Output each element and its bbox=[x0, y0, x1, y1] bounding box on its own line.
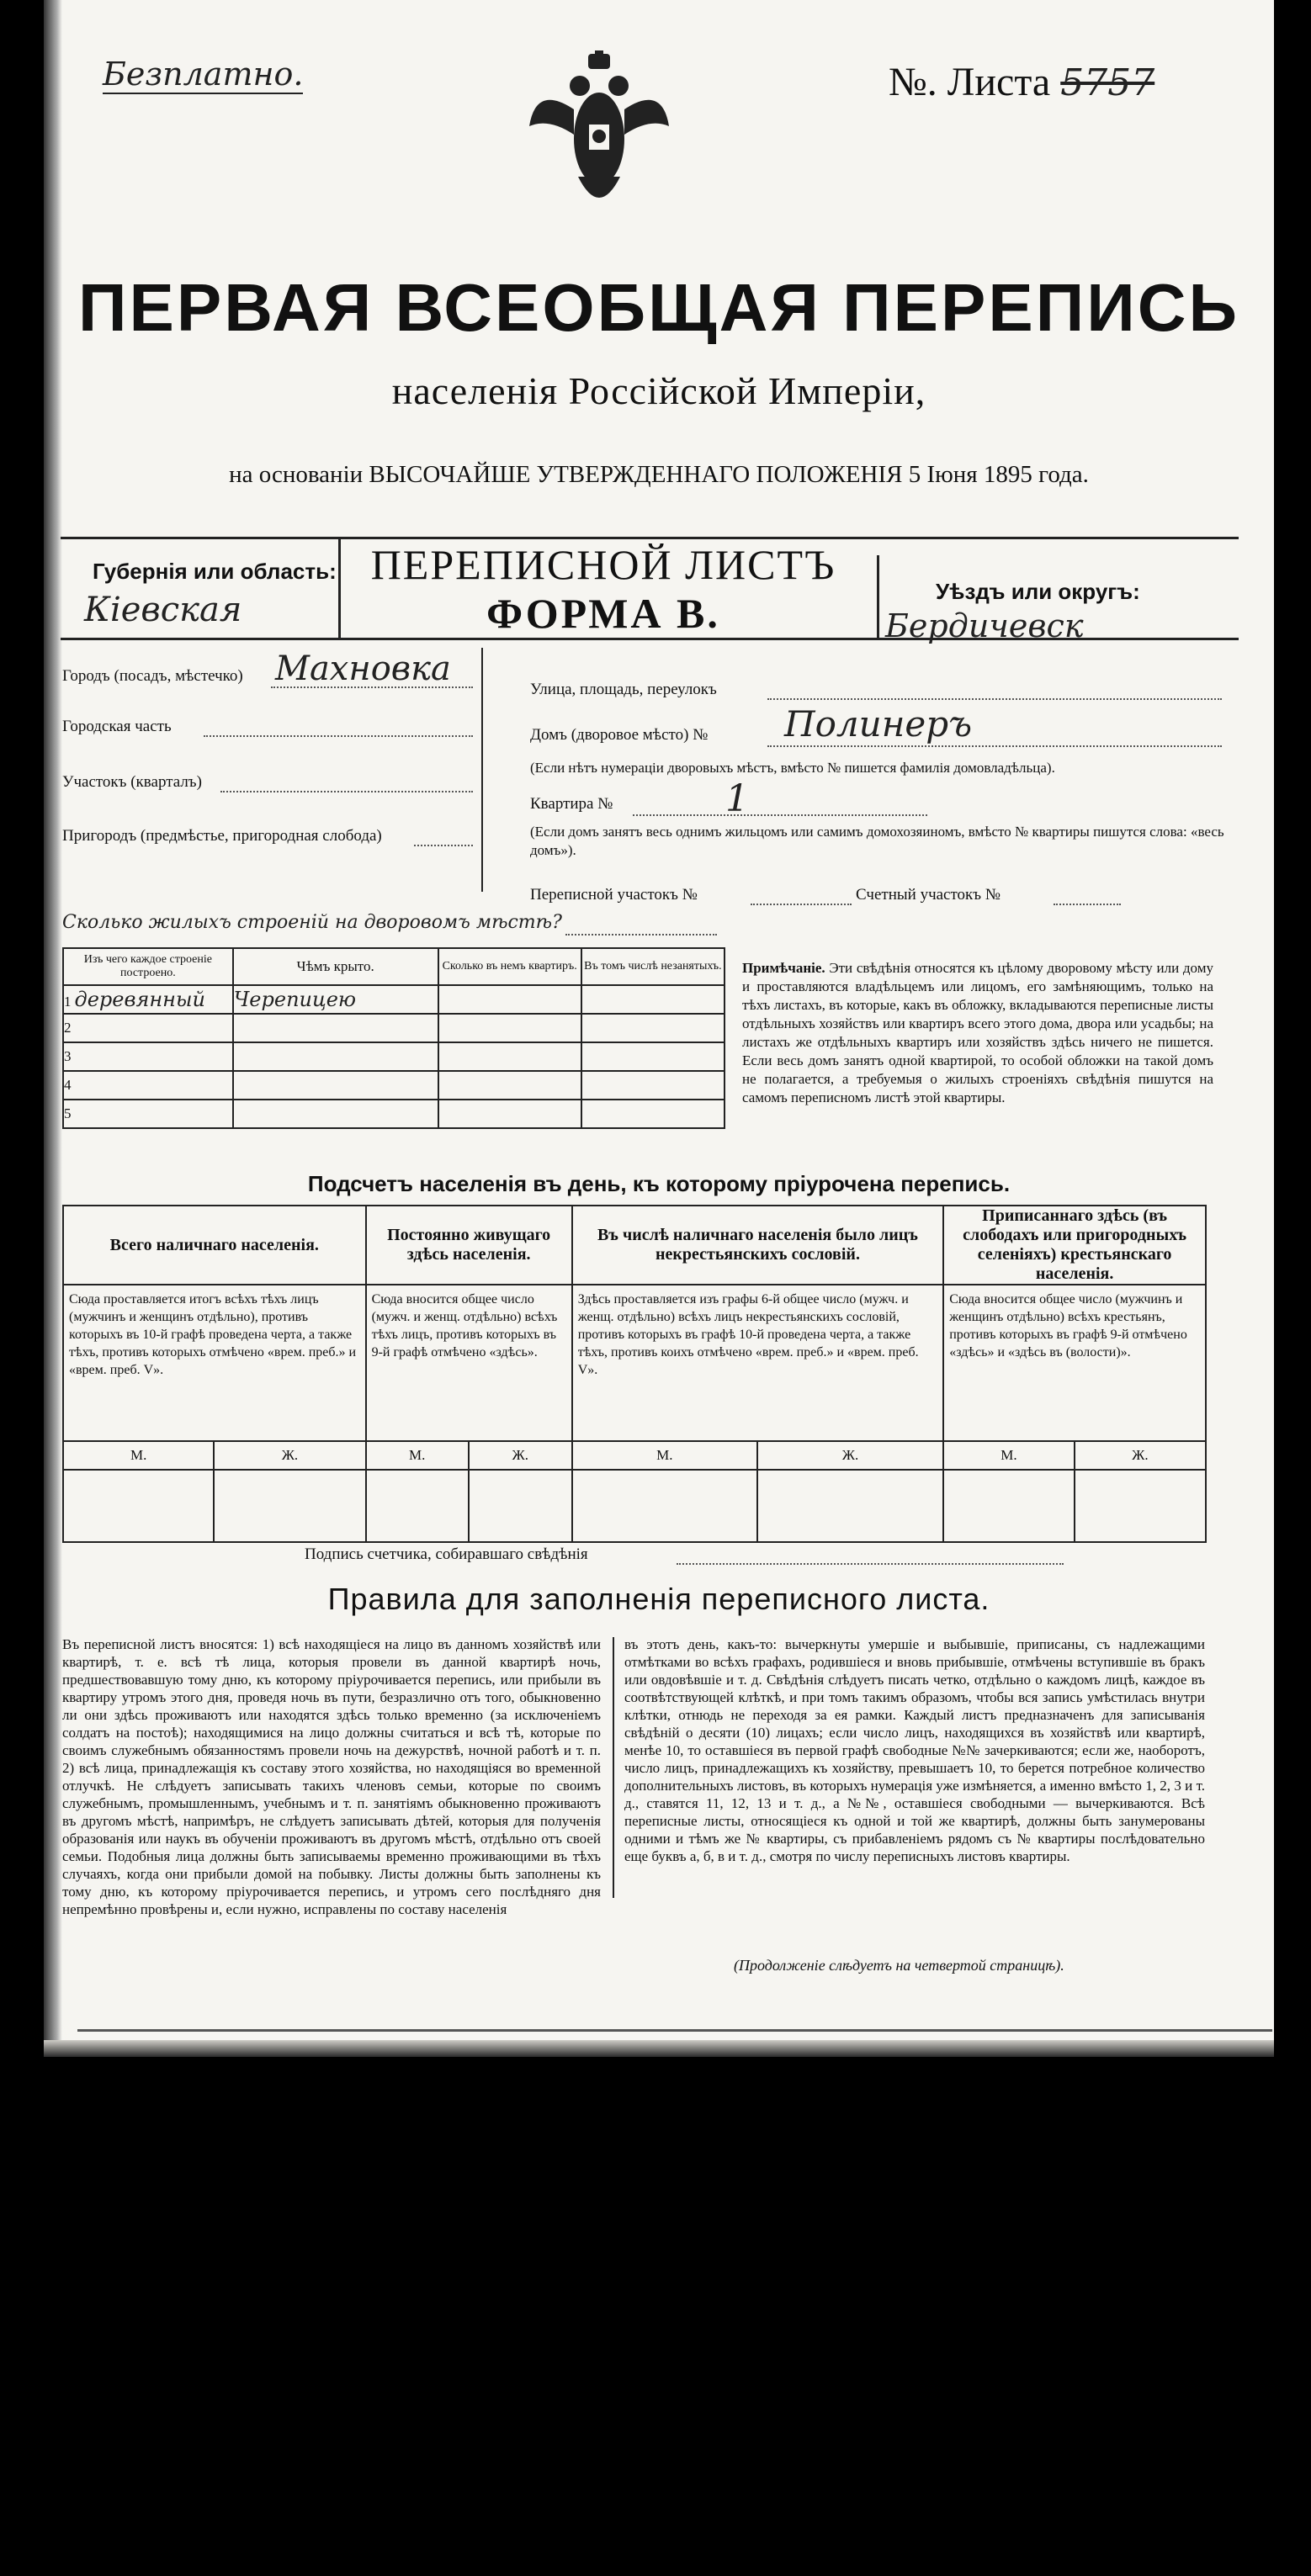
buildings-note bbox=[742, 959, 1213, 1107]
row-number: 1 bbox=[64, 994, 72, 1010]
buildings-row bbox=[63, 985, 724, 1014]
sheet-number-label: №. Листа bbox=[889, 60, 1051, 104]
census-basis: на основаніи ВЫСОЧАЙШЕ УТВЕРЖДЕННАГО ПОЛОЖЕНІЯ 5 Іюня 1895 года. bbox=[229, 461, 1089, 488]
address-divider bbox=[481, 648, 483, 892]
rules-heading: Правила для заполненія переписного листа. bbox=[327, 1582, 990, 1616]
suburb-line bbox=[414, 845, 473, 846]
pop-col2-m: М. bbox=[366, 1441, 469, 1470]
province-value: Кіевская bbox=[84, 591, 242, 629]
quarter-line bbox=[220, 791, 473, 792]
pop-col3-m: М. bbox=[572, 1441, 757, 1470]
count-section-line bbox=[1054, 904, 1121, 905]
pop-col3-title: Въ числѣ наличнаго населенія было лицъ некрестьянскихъ сословій. bbox=[572, 1206, 944, 1285]
pop-col1-m: М. bbox=[63, 1441, 214, 1470]
buildings-note-lead: Примѣчаніе. bbox=[742, 960, 825, 976]
apt-note: (Если домъ занятъ весь однимъ жильцомъ или самимъ домохозяиномъ, вмѣсто № квартиры пишутся слова: «весь домъ»). bbox=[530, 824, 1224, 858]
signature-line bbox=[677, 1563, 1064, 1565]
apt-value: 1 bbox=[725, 777, 749, 820]
pop-col2-text: Сюда вносится общее число (мужч. и женщ. отдѣльно) всѣхъ тѣхъ лицъ, противъ которыхъ въ 9-й графѣ отмѣчено «здѣсь». bbox=[366, 1285, 572, 1441]
rules-continued: (Продолженіе слѣдуетъ на четвертой страницѣ). bbox=[734, 1957, 1064, 1974]
row-number: 2 bbox=[63, 1014, 233, 1042]
house-note: (Если нѣтъ нумераціи дворовыхъ мѣстъ, вмѣсто № пишется фамилія домовладѣльца). bbox=[530, 760, 1055, 776]
pop-col4-text: Сюда вносится общее число (мужчинъ и женщинъ отдѣльно) всѣхъ крестьянъ, противъ которыхъ въ графѣ 9-й отмѣчено «здѣсь» и «здѣсь въ (волости)». bbox=[943, 1285, 1206, 1441]
town-label: Городъ (посадъ, мѣстечко) bbox=[62, 667, 243, 685]
district-value: Бердичевск bbox=[885, 607, 1084, 644]
pop-col1-title: Всего наличнаго населенія. bbox=[63, 1206, 366, 1285]
district-box-left bbox=[877, 555, 879, 639]
buildings-row bbox=[63, 1071, 724, 1100]
form-letter: ФОРМА В. bbox=[486, 590, 720, 637]
rules-left-text: Въ переписной листъ вносятся: 1) всѣ находящіеся на лицо въ данномъ хозяйствѣ или квартирѣ, т. е. всѣ тѣ лица, которыя провели въ данной квартирѣ ночь, предшествовавшую тому дню, къ которому пріурочивается перепись, или прибыли въ квартиру утромъ этого дня, проведя ночь въ пути, безразлично отъ того, обыкновенно ли они здѣсь проживаютъ или находятся здѣсь только временно (за исключеніемъ солдатъ на постоѣ); находящимися на лицо должны считаться и всѣ тѣ, которые по своимъ служебнымъ обязанностямъ провели ночь на дежурствѣ, ночной работѣ и т. п. 2) всѣ лица, принадлежащія къ составу этого хозяйства, но находящіяся во временной отлучкѣ. Не слѣдуетъ записывать такихъ членовъ семьи, которые по своимъ служебнымъ, промышленнымъ, учебнымъ и т. п. занятіямъ обыкновенно проживаютъ въ другомъ мѣстѣ, напримѣръ, не слѣдуетъ записывать дѣтей, которыя для полученія образованія или наукъ въ обученіи проживаютъ въ другомъ мѣстѣ, отдѣльно отъ своей семьи. Подобныя лица должны быть записываемы временно проживающими въ тѣхъ случаяхъ, когда они прибыли домой на побывку. Листы должны быть заполнены къ тому дню, къ которому пріурочивается перепись, и утромъ сего послѣдняго дня непремѣнно провѣрены и, если нужно, исправлены по составу населенія bbox=[62, 1636, 601, 1917]
row-number: 4 bbox=[63, 1071, 233, 1100]
row-number: 5 bbox=[63, 1100, 233, 1128]
census-section-line bbox=[751, 904, 852, 905]
census-sheet bbox=[44, 0, 1274, 2040]
house-line bbox=[767, 745, 1222, 747]
pop-col3-text: Здѣсь проставляется изъ графы 6-й общее число (мужч. и женщ. отдѣльно) всѣхъ лицъ некрестьянскихъ сословій, противъ которыхъ въ графѣ 10-й проведена черта, а также тѣхъ, противъ коихъ отмѣчено «врем. преб.» и «врем. преб. V». bbox=[572, 1285, 944, 1441]
signature-label: Подпись счетчика, собиравшаго свѣдѣнія bbox=[305, 1545, 588, 1563]
population-heading: Подсчетъ населенія въ день, къ которому пріурочена перепись. bbox=[307, 1171, 1011, 1196]
buildings-note-text: Эти свѣдѣнія относятся къ цѣлому дворовому мѣсту или дому и проставляются владѣльцемъ или лицомъ, его замѣняющимъ, только на тѣхъ листахъ, въ которые, какъ въ обложку, вкладываются переписные листы отдѣльныхъ хозяйствъ или квартиръ всего этого дома, двора или усадьбы; на листахъ же отдѣльныхъ квартиръ или хозяйствъ здѣсь ничего не пишется. Если весь домъ занятъ одной квартирой, то особой обложки на такой домъ не полагается, а требуемыя о жилыхъ строеніяхъ свѣдѣнія пишутся на самомъ переписномъ листѣ этой квартиры. bbox=[742, 960, 1213, 1105]
count-section-label: Счетный участокъ № bbox=[856, 886, 1000, 904]
buildings-col-roof: Чѣмъ крыто. bbox=[233, 948, 438, 985]
pop-col4-m: М. bbox=[943, 1441, 1074, 1470]
pop-col1-text: Сюда проставляется итогъ всѣхъ тѣхъ лицъ (мужчинъ и женщинъ отдѣльно), противъ которыхъ въ 10-й графѣ проведена черта, а также тѣхъ, противъ которыхъ отмѣчено «врем. преб.» и «врем. преб. V». bbox=[63, 1285, 366, 1441]
house-label: Домъ (дворовое мѣсто) № bbox=[530, 726, 709, 744]
buildings-table bbox=[62, 947, 725, 1129]
census-subtitle: населенія Россійской Имперіи, bbox=[391, 369, 926, 412]
buildings-row bbox=[63, 1014, 724, 1042]
province-box-right bbox=[338, 537, 341, 638]
census-title: ПЕРВАЯ ВСЕОБЩАЯ ПЕРЕПИСЬ bbox=[78, 270, 1239, 345]
town-part-label: Городская часть bbox=[62, 718, 172, 735]
pop-col4-title: Приписаннаго здѣсь (въ слободахъ или пригородныхъ селеніяхъ) крестьянскаго населенія. bbox=[943, 1206, 1206, 1285]
apt-label: Квартира № bbox=[530, 795, 613, 813]
double-eagle-emblem bbox=[528, 50, 671, 219]
buildings-row bbox=[63, 1100, 724, 1128]
row-roof: Черепицею bbox=[233, 985, 438, 1014]
buildings-col-vacant: Въ томъ числѣ незанятыхъ. bbox=[581, 948, 724, 985]
pop-col3-f: Ж. bbox=[757, 1441, 943, 1470]
quarter-label: Участокъ (кварталъ) bbox=[62, 773, 202, 791]
suburb-label: Пригородъ (предмѣстье, пригородная слобода) bbox=[62, 827, 382, 845]
province-label: Губернія или область: bbox=[93, 559, 337, 584]
page-edge-1 bbox=[77, 2029, 1272, 2032]
rules-right-text: въ этотъ день, какъ-то: вычеркнуты умершіе и выбывшіе, приписаны, съ надлежащими отмѣтками во всѣхъ графахъ, родившіеся и вновь прибывшіе, отмѣчены вступившіе въ бракъ или овдовѣвшіе и т. д. Свѣдѣнія слѣдуетъ писать четко, отдѣльно о каждомъ лицѣ, каждое въ соотвѣтствующей клѣткѣ, и при томъ такимъ образомъ, чтобы вся запись умѣстилась внутри клѣтки, отнюдь не переходя за ея рамки. Каждый листъ предназначенъ для записыванія свѣдѣній о десяти (10) лицахъ; если число лицъ, находящихся въ хозяйствѣ или квартирѣ, менѣе 10, то оставшіеся въ первой графѣ свободные №№ зачеркиваются; если же, наоборотъ, число лицъ, принадлежащихъ къ хозяйству, превышаетъ 10, то берется потребное количество дополнительныхъ листовъ, въ которыхъ нумерація уже измѣняется, а именно вмѣсто 1, 2, 3 и т. д., ставятся 11, 12, 13 и т. д., а №№, оставшіеся свободными — вычеркиваются. Всѣ переписные листы, относящіеся къ одной и той же квартирѣ, должны быть занумерованы одними и тѣмъ же № квартиры, съ прибавленіемъ рядомъ съ № квартиры послѣдовательно еще буквъ а, б, в и т. д., смотря по числу переписныхъ листовъ квартиры. bbox=[624, 1636, 1205, 1864]
row-material: деревянный bbox=[74, 988, 205, 1011]
row-number: 3 bbox=[63, 1042, 233, 1071]
pop-col4-f: Ж. bbox=[1075, 1441, 1206, 1470]
rules-divider bbox=[613, 1637, 614, 1898]
town-value: Махновка bbox=[275, 649, 451, 688]
street-line bbox=[767, 698, 1222, 700]
form-band-top bbox=[61, 537, 1239, 539]
sheet-number bbox=[889, 59, 1154, 105]
buildings-question: Сколько жилыхъ строеній на дворовомъ мѣстѣ? bbox=[62, 912, 562, 933]
pop-col1-f: Ж. bbox=[214, 1441, 365, 1470]
buildings-col-material: Изъ чего каждое строеніе построено. bbox=[63, 948, 233, 985]
free-label: Безплатно. bbox=[103, 56, 304, 93]
buildings-question-line bbox=[565, 934, 717, 936]
sheet-lower-edge bbox=[44, 2040, 1274, 2057]
pop-col2-f: Ж. bbox=[469, 1441, 572, 1470]
town-line bbox=[271, 686, 473, 688]
house-value: Полинеръ bbox=[784, 703, 973, 745]
town-part-line bbox=[204, 735, 473, 737]
sheet-number-value: 5757 bbox=[1060, 61, 1155, 104]
pop-col2-title: Постоянно живущаго здѣсь населенія. bbox=[366, 1206, 572, 1285]
form-title: ПЕРЕПИСНОЙ ЛИСТЪ bbox=[370, 541, 836, 588]
buildings-col-apartments: Сколько въ немъ квартиръ. bbox=[438, 948, 581, 985]
street-label: Улица, площадь, переулокъ bbox=[530, 681, 717, 698]
population-table bbox=[62, 1205, 1207, 1543]
buildings-row bbox=[63, 1042, 724, 1071]
apt-line bbox=[633, 814, 927, 816]
district-label: Уѣздъ или округъ: bbox=[936, 579, 1140, 604]
census-section-label: Переписной участокъ № bbox=[530, 886, 698, 904]
